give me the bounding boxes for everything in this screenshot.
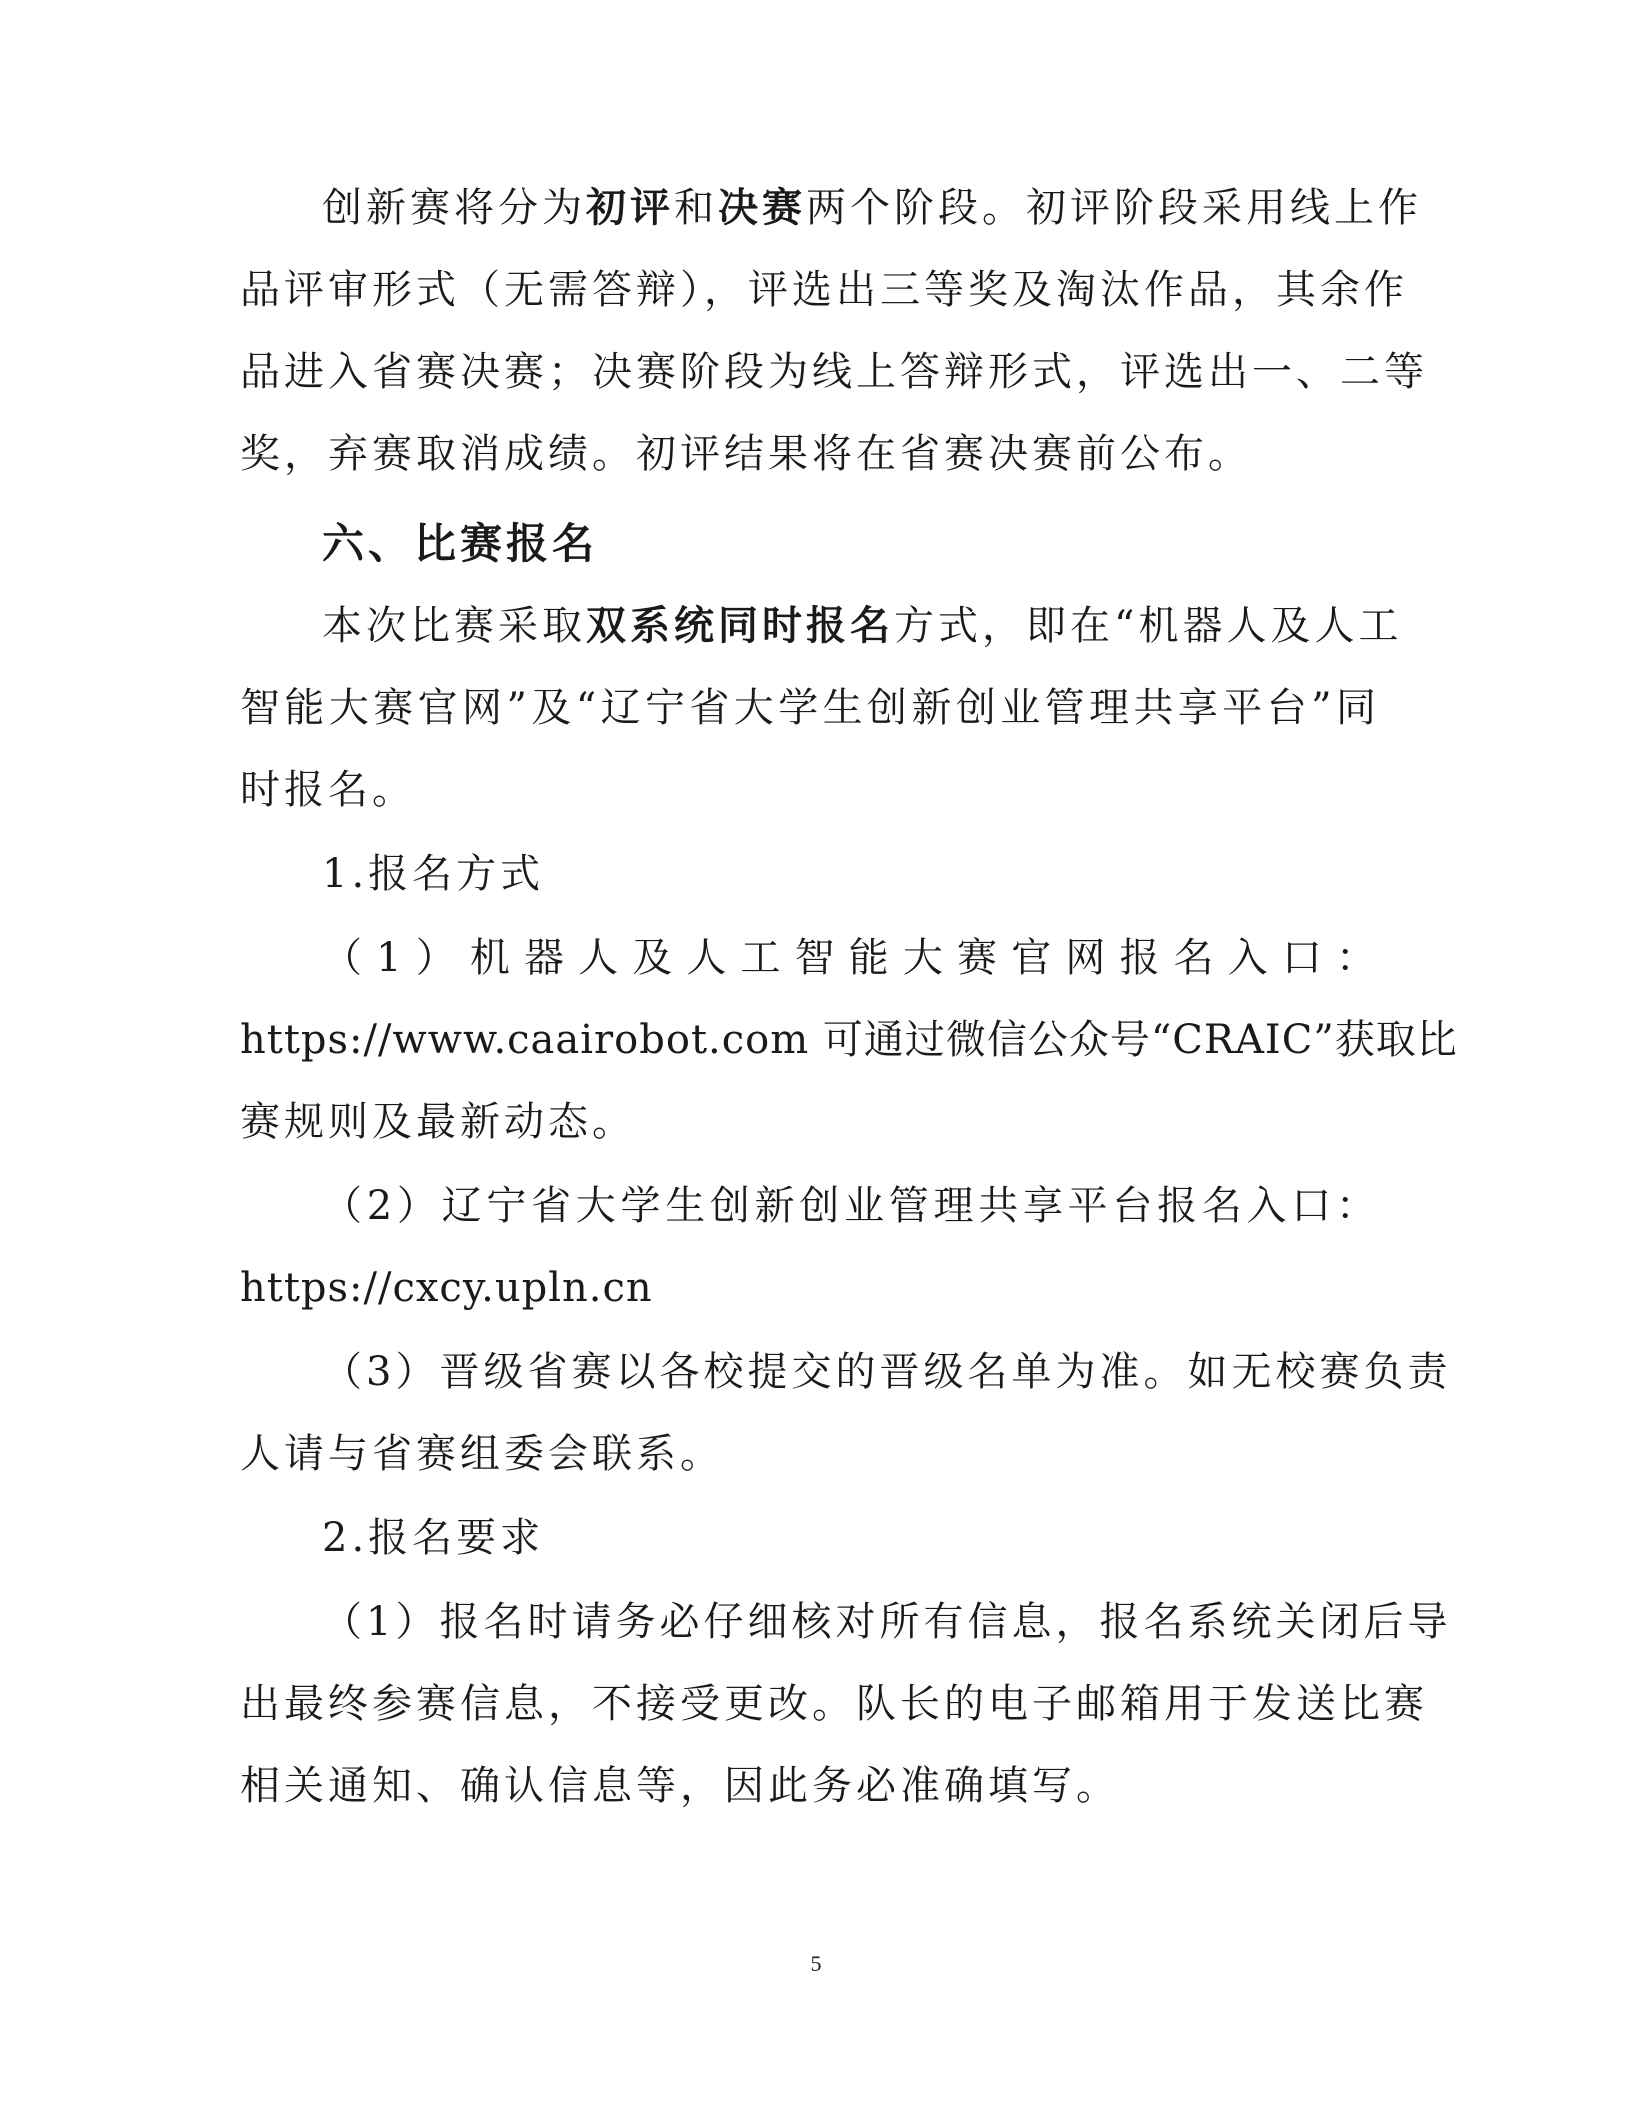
item-2-line-1: （2）辽宁省大学生创新创业管理共享平台报名入口：: [322, 1183, 1380, 1229]
bold-term-dual-registration: 双系统同时报名: [586, 602, 894, 649]
requirement-1-line-2: 出最终参赛信息，不接受更改。队长的电子邮箱用于发送比赛: [240, 1681, 1428, 1727]
item-2-line-2: https://cxcy.upln.cn: [240, 1265, 653, 1311]
text-span: 创新赛将分为: [322, 185, 586, 231]
item-1-line-1: （1）机器人及人工智能大赛官网报名入口：: [322, 935, 1380, 981]
text-span: 本次比赛采取: [322, 603, 586, 649]
bold-term-final: 决赛: [718, 184, 806, 231]
page-number: 5: [810, 1951, 822, 1976]
item-3-line-2: 人请与省赛组委会联系。: [240, 1431, 724, 1477]
paragraph-2-line-2: 智能大赛官网”及“辽宁省大学生创新创业管理共享平台”同: [240, 685, 1380, 731]
paragraph-2-line-3: 时报名。: [240, 767, 416, 813]
paragraph-1-line-2: 品评审形式（无需答辩），评选出三等奖及淘汰作品，其余作: [240, 267, 1408, 313]
paragraph-1-line-1: [322, 180, 1422, 236]
bold-term-preliminary: 初评: [586, 184, 674, 231]
item-1-line-2: https://www.caairobot.com 可通过微信公众号“CRAIC”获取比: [240, 1017, 1458, 1063]
requirement-1-line-3: 相关通知、确认信息等，因此务必准确填写。: [240, 1763, 1120, 1809]
item-3-line-1: （3）晋级省赛以各校提交的晋级名单为准。如无校赛负责: [322, 1349, 1452, 1395]
paragraph-1-line-3: 品进入省赛决赛；决赛阶段为线上答辩形式，评选出一、二等: [240, 349, 1428, 395]
item-1-line-3: 赛规则及最新动态。: [240, 1099, 636, 1145]
text-span: 方式，即在“机器人及人工: [894, 603, 1403, 649]
subsection-1-title: 1.报名方式: [322, 851, 545, 897]
text-span: 两个阶段。初评阶段采用线上作: [806, 185, 1422, 231]
subsection-2-title: 2.报名要求: [322, 1515, 545, 1561]
section-heading: 六、比赛报名: [322, 519, 599, 568]
paragraph-2-line-1: [322, 598, 1403, 654]
paragraph-1-line-4: 奖，弃赛取消成绩。初评结果将在省赛决赛前公布。: [240, 431, 1252, 477]
requirement-1-line-1: （1）报名时请务必仔细核对所有信息，报名系统关闭后导: [322, 1599, 1452, 1645]
text-span: 和: [674, 185, 718, 231]
